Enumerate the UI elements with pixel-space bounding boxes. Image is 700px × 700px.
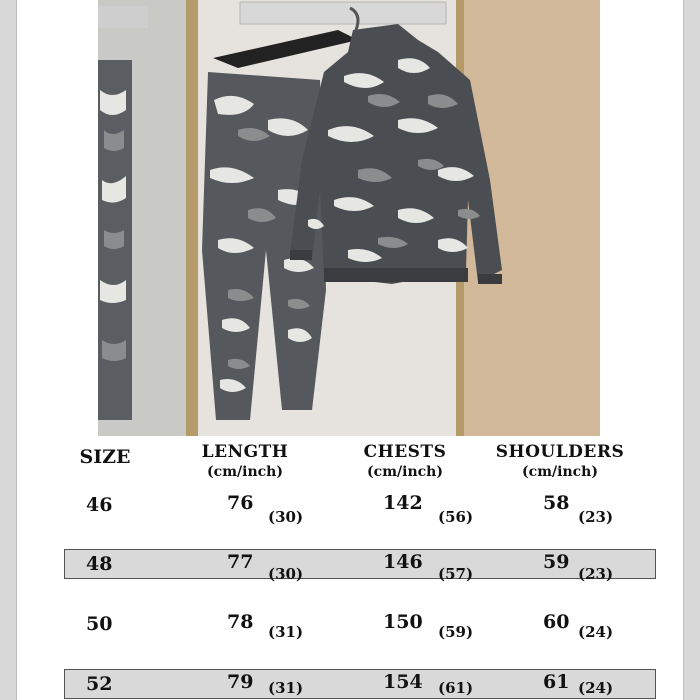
cell-shoulder-in: (23) [578,508,614,526]
cell-length-in: (30) [268,565,304,583]
cell-shoulder-in: (23) [578,565,614,583]
header-length-label: LENGTH [201,442,289,462]
cell-chest-cm: 154 [383,671,423,693]
cell-length-in: (31) [268,679,304,697]
cell-shoulder-cm: 59 [543,551,570,573]
product-photo [98,0,600,436]
header-length-unit: (cm/inch) [207,464,283,480]
cell-shoulder-cm: 60 [543,611,570,633]
cell-shoulder-cm: 61 [543,671,570,693]
product-photo-illustration [98,0,600,436]
cell-length-in: (31) [268,623,304,641]
table-row [0,669,700,699]
cell-size: 46 [86,494,113,516]
cell-chest-in: (57) [438,565,474,583]
cell-chest-cm: 146 [383,551,423,573]
cell-size: 50 [86,613,113,635]
cell-chest-in: (56) [438,508,474,526]
cell-length-cm: 76 [227,492,254,514]
cell-length-in: (30) [268,508,304,526]
cell-length-cm: 77 [227,551,254,573]
header-chests [350,442,460,480]
cell-chest-in: (59) [438,623,474,641]
cell-chest-cm: 150 [383,611,423,633]
header-shoulders-label: SHOULDERS [495,442,625,462]
header-shoulders [490,442,630,480]
cell-chest-cm: 142 [383,492,423,514]
cell-size: 52 [86,673,113,695]
cell-length-cm: 78 [227,611,254,633]
header-chests-label: CHESTS [363,442,447,462]
header-size: SIZE [79,446,131,468]
cell-shoulder-in: (24) [578,679,614,697]
cell-shoulder-in: (24) [578,623,614,641]
size-chart [0,436,700,700]
header-length [190,442,300,480]
cell-chest-in: (61) [438,679,474,697]
cell-size: 48 [86,553,113,575]
header-shoulders-unit: (cm/inch) [522,464,598,480]
cell-length-cm: 79 [227,671,254,693]
table-row [0,492,700,526]
table-row [0,549,700,583]
cell-shoulder-cm: 58 [543,492,570,514]
table-row [0,611,700,641]
header-chests-unit: (cm/inch) [367,464,443,480]
